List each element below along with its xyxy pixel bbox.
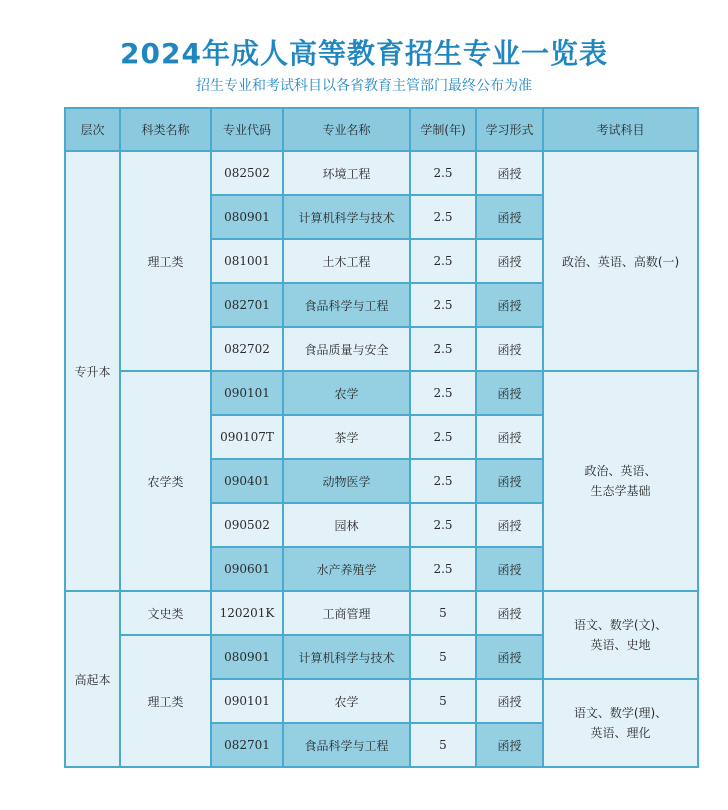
mode-cell: 函授 <box>476 195 543 239</box>
subjects-cell <box>543 591 698 679</box>
major-cell: 农学 <box>283 371 410 415</box>
major-cell: 动物医学 <box>283 459 410 503</box>
subjects-line: 语文、数学(理)、 <box>573 706 668 720</box>
years-cell: 5 <box>410 635 476 679</box>
level-cell: 专升本 <box>65 151 120 591</box>
years-cell: 2.5 <box>410 327 476 371</box>
code-cell: 082502 <box>211 151 283 195</box>
subjects-cell <box>543 371 698 591</box>
major-cell: 计算机科学与技术 <box>283 635 410 679</box>
subjects-line: 英语、史地 <box>590 638 651 652</box>
years-cell: 2.5 <box>410 195 476 239</box>
code-cell: 090107T <box>211 415 283 459</box>
code-cell: 081001 <box>211 239 283 283</box>
years-cell: 2.5 <box>410 459 476 503</box>
header-row <box>65 108 698 151</box>
code-cell: 090101 <box>211 371 283 415</box>
category-cell: 文史类 <box>120 591 211 635</box>
mode-cell: 函授 <box>476 239 543 283</box>
table-row <box>65 371 698 415</box>
header-subjects: 考试科目 <box>543 108 698 151</box>
subjects-cell: 政治、英语、高数(一) <box>543 151 698 371</box>
years-cell: 2.5 <box>410 239 476 283</box>
major-cell: 食品科学与工程 <box>283 723 410 767</box>
mode-cell: 函授 <box>476 371 543 415</box>
mode-cell: 函授 <box>476 283 543 327</box>
code-cell: 082702 <box>211 327 283 371</box>
header-category: 科类名称 <box>120 108 211 151</box>
major-cell: 环境工程 <box>283 151 410 195</box>
mode-cell: 函授 <box>476 547 543 591</box>
level-cell: 高起本 <box>65 591 120 767</box>
major-cell: 工商管理 <box>283 591 410 635</box>
category-cell: 农学类 <box>120 371 211 591</box>
code-cell: 082701 <box>211 723 283 767</box>
code-cell: 090401 <box>211 459 283 503</box>
subjects-line: 生态学基础 <box>590 484 651 498</box>
mode-cell: 函授 <box>476 635 543 679</box>
major-cell: 食品科学与工程 <box>283 283 410 327</box>
major-cell: 计算机科学与技术 <box>283 195 410 239</box>
years-cell: 5 <box>410 723 476 767</box>
header-level: 层次 <box>65 108 120 151</box>
mode-cell: 函授 <box>476 591 543 635</box>
header-mode: 学习形式 <box>476 108 543 151</box>
years-cell: 2.5 <box>410 503 476 547</box>
years-cell: 2.5 <box>410 547 476 591</box>
code-cell: 080901 <box>211 635 283 679</box>
major-cell: 水产养殖学 <box>283 547 410 591</box>
enrollment-table <box>64 107 699 768</box>
major-cell: 农学 <box>283 679 410 723</box>
table-row <box>65 591 698 635</box>
header-code: 专业代码 <box>211 108 283 151</box>
header-major: 专业名称 <box>283 108 410 151</box>
subjects-line: 语文、数学(文)、 <box>573 618 668 632</box>
category-cell: 理工类 <box>120 635 211 767</box>
years-cell: 2.5 <box>410 151 476 195</box>
years-cell: 5 <box>410 591 476 635</box>
mode-cell: 函授 <box>476 415 543 459</box>
mode-cell: 函授 <box>476 459 543 503</box>
major-cell: 园林 <box>283 503 410 547</box>
mode-cell: 函授 <box>476 151 543 195</box>
code-cell: 080901 <box>211 195 283 239</box>
table-row <box>65 151 698 195</box>
years-cell: 2.5 <box>410 283 476 327</box>
code-cell: 090101 <box>211 679 283 723</box>
subjects-line: 英语、理化 <box>590 726 651 740</box>
subjects-cell <box>543 679 698 767</box>
major-cell: 食品质量与安全 <box>283 327 410 371</box>
mode-cell: 函授 <box>476 503 543 547</box>
header-years: 学制(年) <box>410 108 476 151</box>
major-cell: 土木工程 <box>283 239 410 283</box>
page-subtitle: 招生专业和考试科目以各省教育主管部门最终公布为准 <box>196 78 532 94</box>
years-cell: 5 <box>410 679 476 723</box>
subjects-line: 政治、英语、 <box>584 464 657 478</box>
code-cell: 120201K <box>211 591 283 635</box>
major-cell: 茶学 <box>283 415 410 459</box>
mode-cell: 函授 <box>476 327 543 371</box>
code-cell: 082701 <box>211 283 283 327</box>
years-cell: 2.5 <box>410 415 476 459</box>
mode-cell: 函授 <box>476 723 543 767</box>
page-title: 2024年成人高等教育招生专业一览表 <box>120 37 608 70</box>
code-cell: 090502 <box>211 503 283 547</box>
code-cell: 090601 <box>211 547 283 591</box>
mode-cell: 函授 <box>476 679 543 723</box>
years-cell: 2.5 <box>410 371 476 415</box>
category-cell: 理工类 <box>120 151 211 371</box>
